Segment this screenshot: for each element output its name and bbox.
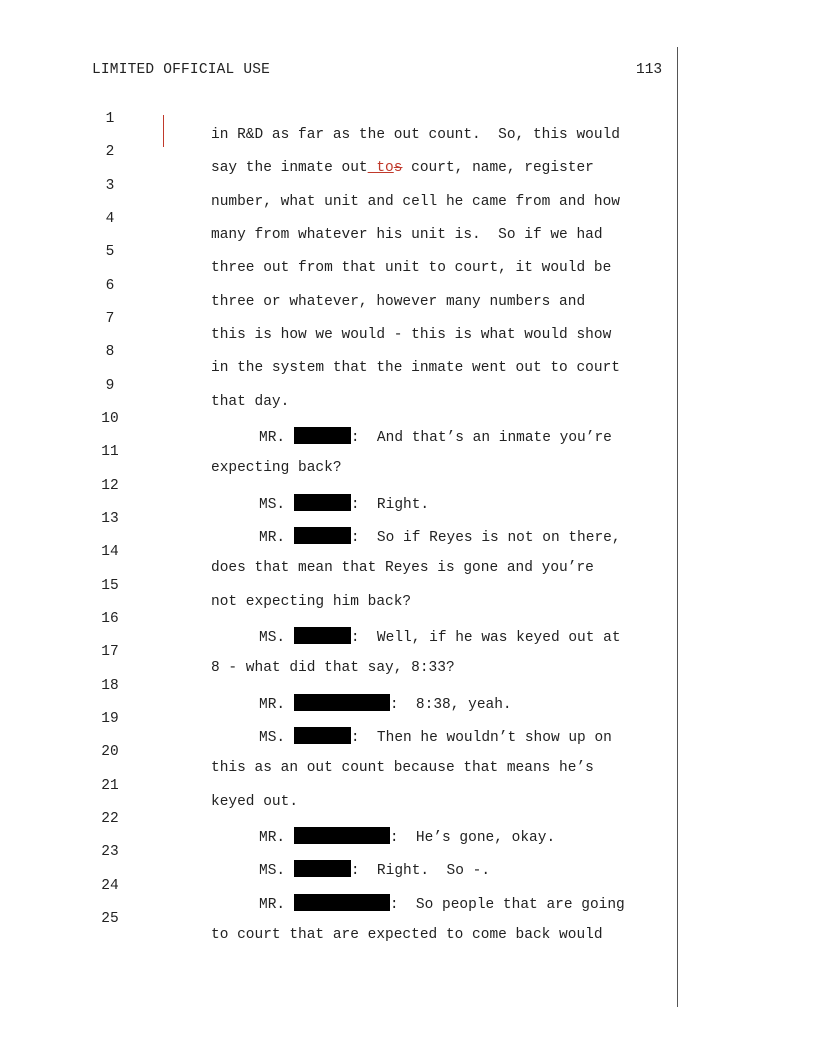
transcript-line — [0, 728, 680, 776]
line-number: 20 — [101, 744, 119, 760]
line-text: not expecting him back? — [211, 594, 412, 610]
transcript-line — [0, 828, 680, 879]
line-text: this is how we would - this is what would show — [211, 327, 612, 343]
line-text: in the system that the inmate went out to court — [211, 360, 620, 376]
transcript-line — [0, 262, 680, 310]
transcript-line — [0, 795, 680, 846]
transcript-line — [0, 162, 680, 210]
line-text-before-edit: say the inmate out — [211, 160, 368, 176]
speech-text: : So if Reyes is not on there, — [350, 530, 621, 546]
line-number: 11 — [101, 444, 119, 460]
transcript-line — [0, 362, 680, 410]
transcript-line — [0, 295, 680, 343]
line-number: 14 — [101, 544, 119, 560]
line-number: 16 — [101, 611, 119, 627]
transcript-line — [0, 695, 680, 746]
line-text: three out from that unit to court, it would be — [211, 260, 612, 276]
transcript-line — [0, 195, 680, 243]
line-number: 15 — [101, 578, 119, 594]
transcript-line — [0, 562, 680, 610]
speech-text: : So people that are going — [389, 897, 625, 913]
transcript-line — [0, 762, 680, 810]
line-number: 8 — [105, 344, 115, 360]
line-text: does that mean that Reyes is gone and you’re — [211, 560, 594, 576]
line-text: number, what unit and cell he came from and how — [211, 194, 620, 210]
line-text: this as an out count because that means he’s — [211, 760, 594, 776]
line-text-after-edit: court, name, register — [402, 160, 594, 176]
transcript-line — [0, 528, 680, 576]
speech-text: : Then he wouldn’t show up on — [350, 730, 612, 746]
line-text: 8 - what did that say, 8:33? — [211, 660, 455, 676]
speaker-title: MS. — [259, 497, 286, 513]
line-number: 25 — [101, 911, 119, 927]
line-number: 6 — [105, 278, 115, 294]
transcript-line — [0, 628, 680, 676]
line-number: 22 — [101, 811, 119, 827]
line-number: 18 — [101, 678, 119, 694]
line-text: to court that are expected to come back would — [211, 927, 603, 943]
transcript-line — [0, 662, 680, 713]
speech-text: : Right. — [350, 497, 430, 513]
line-number: 24 — [101, 878, 119, 894]
speaker-title: MS. — [259, 730, 286, 746]
speech-text: : 8:38, yeah. — [389, 697, 512, 713]
speaker-title: MR. — [259, 830, 286, 846]
transcript-line — [0, 895, 680, 943]
speaker-title: MR. — [259, 897, 286, 913]
line-number: 2 — [105, 144, 115, 160]
speaker-title: MR. — [259, 697, 286, 713]
speech-text: : Well, if he was keyed out at — [350, 630, 621, 646]
line-number: 19 — [101, 711, 119, 727]
line-number: 7 — [105, 311, 115, 327]
line-text: in R&D as far as the out count. So, this would — [211, 127, 620, 143]
transcript-line — [0, 495, 680, 546]
speaker-title: MR. — [259, 430, 286, 446]
line-text: three or whatever, however many numbers and — [211, 294, 586, 310]
line-number: 23 — [101, 844, 119, 860]
speaker-title: MS. — [259, 863, 286, 879]
line-number: 13 — [101, 511, 119, 527]
tracked-insertion: to — [367, 160, 394, 176]
line-number: 4 — [105, 211, 115, 227]
speech-text: : Right. So -. — [350, 863, 491, 879]
line-number: 5 — [105, 244, 115, 260]
transcript-line — [0, 395, 680, 446]
speech-text: : He’s gone, okay. — [389, 830, 556, 846]
line-number: 21 — [101, 778, 119, 794]
transcript-line — [0, 595, 680, 646]
page-number: 113 — [636, 62, 663, 78]
speaker-title: MS. — [259, 630, 286, 646]
transcript-line — [0, 228, 680, 276]
transcript-line — [0, 862, 680, 913]
classification-header: LIMITED OFFICIAL USE — [92, 62, 271, 78]
line-text: keyed out. — [211, 794, 299, 810]
tracked-deletion: s — [393, 160, 403, 176]
transcript-line — [0, 328, 680, 376]
transcript-line — [0, 428, 680, 476]
line-number: 17 — [101, 644, 119, 660]
line-number: 10 — [101, 411, 119, 427]
line-number: 3 — [105, 178, 115, 194]
speaker-title: MR. — [259, 530, 286, 546]
speech-text: : And that’s an inmate you’re — [350, 430, 612, 446]
line-text: that day. — [211, 394, 290, 410]
line-number: 12 — [101, 478, 119, 494]
transcript-line — [0, 128, 680, 176]
line-text: expecting back? — [211, 460, 342, 476]
line-number: 1 — [105, 111, 115, 127]
transcript-line — [0, 95, 680, 143]
line-text: many from whatever his unit is. So if we had — [211, 227, 603, 243]
line-number: 9 — [105, 378, 115, 394]
transcript-line — [0, 462, 680, 513]
